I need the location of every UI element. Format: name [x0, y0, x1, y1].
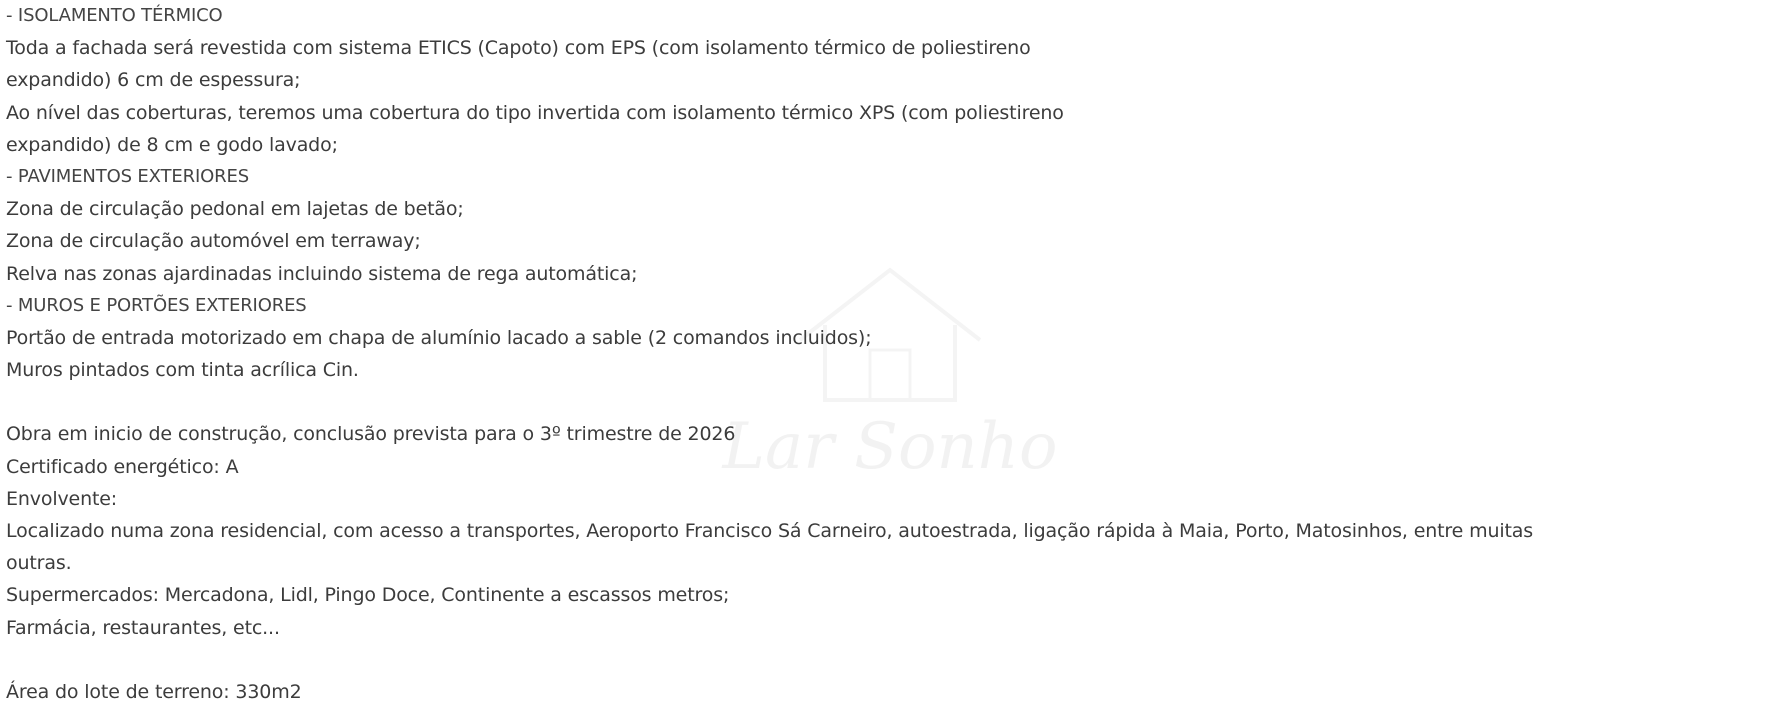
blank-line [6, 386, 1746, 418]
text-line: outras. [6, 552, 72, 575]
text-line: Portão de entrada motorizado em chapa de alumínio lacado a sable (2 comandos incluidos); [6, 326, 872, 349]
text-line: Ao nível das coberturas, teremos uma cobertura do tipo invertida com isolamento térmico XPS (com poliestireno [6, 101, 1064, 124]
listing-description [6, 0, 1746, 708]
watermark-text: Lar Sonho [722, 410, 1058, 484]
text-line: expandido) 6 cm de espessura; [6, 69, 301, 92]
text-line: Área do lote de terreno: 330m2 [6, 680, 302, 703]
text-line: Farmácia, restaurantes, etc... [6, 616, 280, 639]
text-line: Zona de circulação pedonal em lajetas de betão; [6, 198, 464, 221]
text-line: Supermercados: Mercadona, Lidl, Pingo Doce, Continente a escassos metros; [6, 584, 730, 607]
blank-line [6, 644, 1746, 676]
section-heading-isolamento: - ISOLAMENTO TÉRMICO [6, 5, 223, 26]
text-line: Relva nas zonas ajardinadas incluindo sistema de rega automática; [6, 262, 638, 285]
text-line: Zona de circulação automóvel em terraway; [6, 230, 421, 253]
text-line: expandido) de 8 cm e godo lavado; [6, 133, 338, 156]
text-line: Muros pintados com tinta acrílica Cin. [6, 359, 359, 382]
text-line: Localizado numa zona residencial, com acesso a transportes, Aeroporto Francisco Sá Carneiro, autoestrada, ligação rápida à Maia, Porto, Matosinhos, entre muitas [6, 520, 1534, 542]
text-line: Envolvente: [6, 487, 118, 510]
section-heading-muros: - MUROS E PORTÕES EXTERIORES [6, 294, 307, 316]
text-line: Obra em inicio de construção, conclusão prevista para o 3º trimestre de 2026 [6, 423, 736, 446]
text-line: Certificado energético: A [6, 455, 239, 478]
text-line: Toda a fachada será revestida com sistema ETICS (Capoto) com EPS (com isolamento térmico de poliestireno [6, 37, 1031, 60]
section-heading-pavimentos: - PAVIMENTOS EXTERIORES [6, 165, 249, 187]
